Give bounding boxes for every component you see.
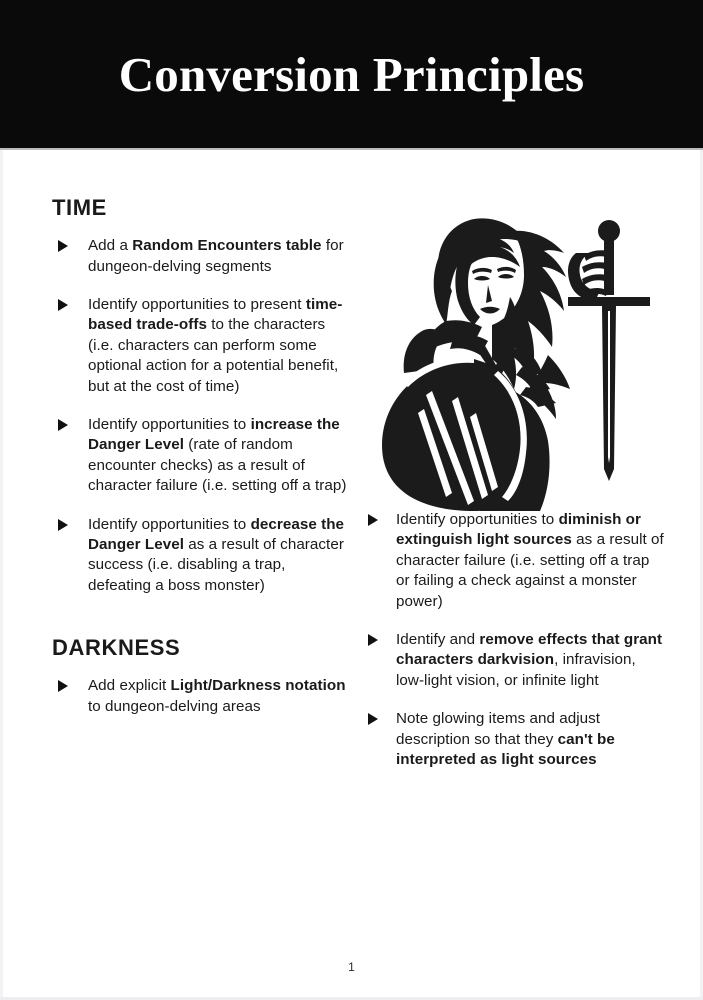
bullet-text-emphasis: diminish or extinguish light sources bbox=[396, 511, 641, 549]
bullet-item bbox=[364, 709, 664, 770]
bullet-text-run: Note glowing items and adjust description so that they bbox=[396, 710, 601, 748]
bullet-text-run: Identify and bbox=[396, 631, 480, 649]
bullet-text-run: for dungeon-delving segments bbox=[88, 237, 344, 275]
triangle-bullet-icon bbox=[58, 299, 68, 311]
bullet-item bbox=[52, 415, 352, 497]
triangle-bullet-icon bbox=[368, 713, 378, 725]
page-number: 1 bbox=[348, 960, 355, 974]
bullet-text bbox=[88, 516, 344, 594]
bullet-item bbox=[364, 630, 664, 691]
triangle-bullet-icon bbox=[58, 680, 68, 692]
section-heading-darkness: DARKNESS bbox=[52, 635, 181, 661]
page-title: Conversion Principles bbox=[118, 46, 585, 102]
bullet-list-darkness bbox=[52, 676, 352, 717]
right-column bbox=[364, 510, 664, 770]
bullet-item bbox=[52, 515, 352, 597]
triangle-bullet-icon bbox=[58, 240, 68, 252]
left-column bbox=[52, 196, 352, 717]
page-content bbox=[0, 148, 703, 1000]
bullet-item bbox=[52, 676, 352, 717]
bullet-text-emphasis: Light/Darkness notation bbox=[170, 677, 346, 695]
bullet-text-emphasis: decrease the Danger Level bbox=[88, 515, 345, 554]
bullet-item bbox=[364, 510, 664, 612]
bullet-text-run: as a result of character failure (i.e. setting off a trap or failing a check against a monster power) bbox=[396, 531, 664, 610]
bullet-text bbox=[88, 416, 347, 494]
bullet-item bbox=[52, 295, 352, 397]
bullet-text-run: to dungeon-delving areas bbox=[88, 697, 261, 715]
bullet-text-run: Identify opportunities to present bbox=[88, 296, 306, 313]
bullet-text-emphasis: remove effects that grant characters darkvision bbox=[396, 631, 663, 669]
triangle-bullet-icon bbox=[58, 419, 68, 431]
bullet-text-run: as a result of character success (i.e. disabling a trap, defeating a boss monster) bbox=[88, 536, 344, 594]
bullet-text-run: Add a bbox=[88, 237, 133, 255]
page-header-band bbox=[0, 0, 703, 148]
bullet-list-darkness-continued bbox=[364, 510, 664, 770]
bullet-text-run: (rate of random encounter checks) as a result of character failure (i.e. setting off a trap) bbox=[88, 436, 347, 495]
bullet-text bbox=[88, 677, 346, 714]
bullet-text-run: Add explicit bbox=[88, 677, 171, 695]
bullet-text-run: , infravision, low-light vision, or infinite light bbox=[396, 651, 636, 689]
bullet-text bbox=[88, 296, 342, 395]
bullet-text-run: Identify opportunities to bbox=[88, 416, 251, 434]
warrior-woman-illustration bbox=[362, 205, 658, 517]
bullet-text-emphasis: can't be interpreted as light sources bbox=[396, 730, 615, 769]
bullet-text bbox=[88, 237, 344, 274]
bullet-item bbox=[52, 236, 352, 277]
bullet-text-emphasis: increase the Danger Level bbox=[88, 416, 340, 454]
bullet-text bbox=[396, 511, 664, 610]
bullet-text-run: Identify opportunities to bbox=[88, 515, 251, 533]
bullet-text bbox=[396, 710, 615, 768]
triangle-bullet-icon bbox=[368, 634, 378, 646]
triangle-bullet-icon bbox=[368, 514, 378, 526]
triangle-bullet-icon bbox=[58, 519, 68, 531]
bullet-text-run: to the characters (i.e. characters can perform some optional action for a potential benefit, but at the cost of time) bbox=[88, 316, 339, 395]
bullet-list-time bbox=[52, 236, 352, 596]
bullet-text bbox=[396, 631, 662, 689]
section-heading-time: TIME bbox=[52, 195, 107, 220]
bullet-text-emphasis: Random Encounters table bbox=[132, 237, 322, 255]
bullet-text-run: Identify opportunities to bbox=[396, 511, 559, 528]
bullet-text-emphasis: time-based trade-offs bbox=[88, 296, 343, 334]
